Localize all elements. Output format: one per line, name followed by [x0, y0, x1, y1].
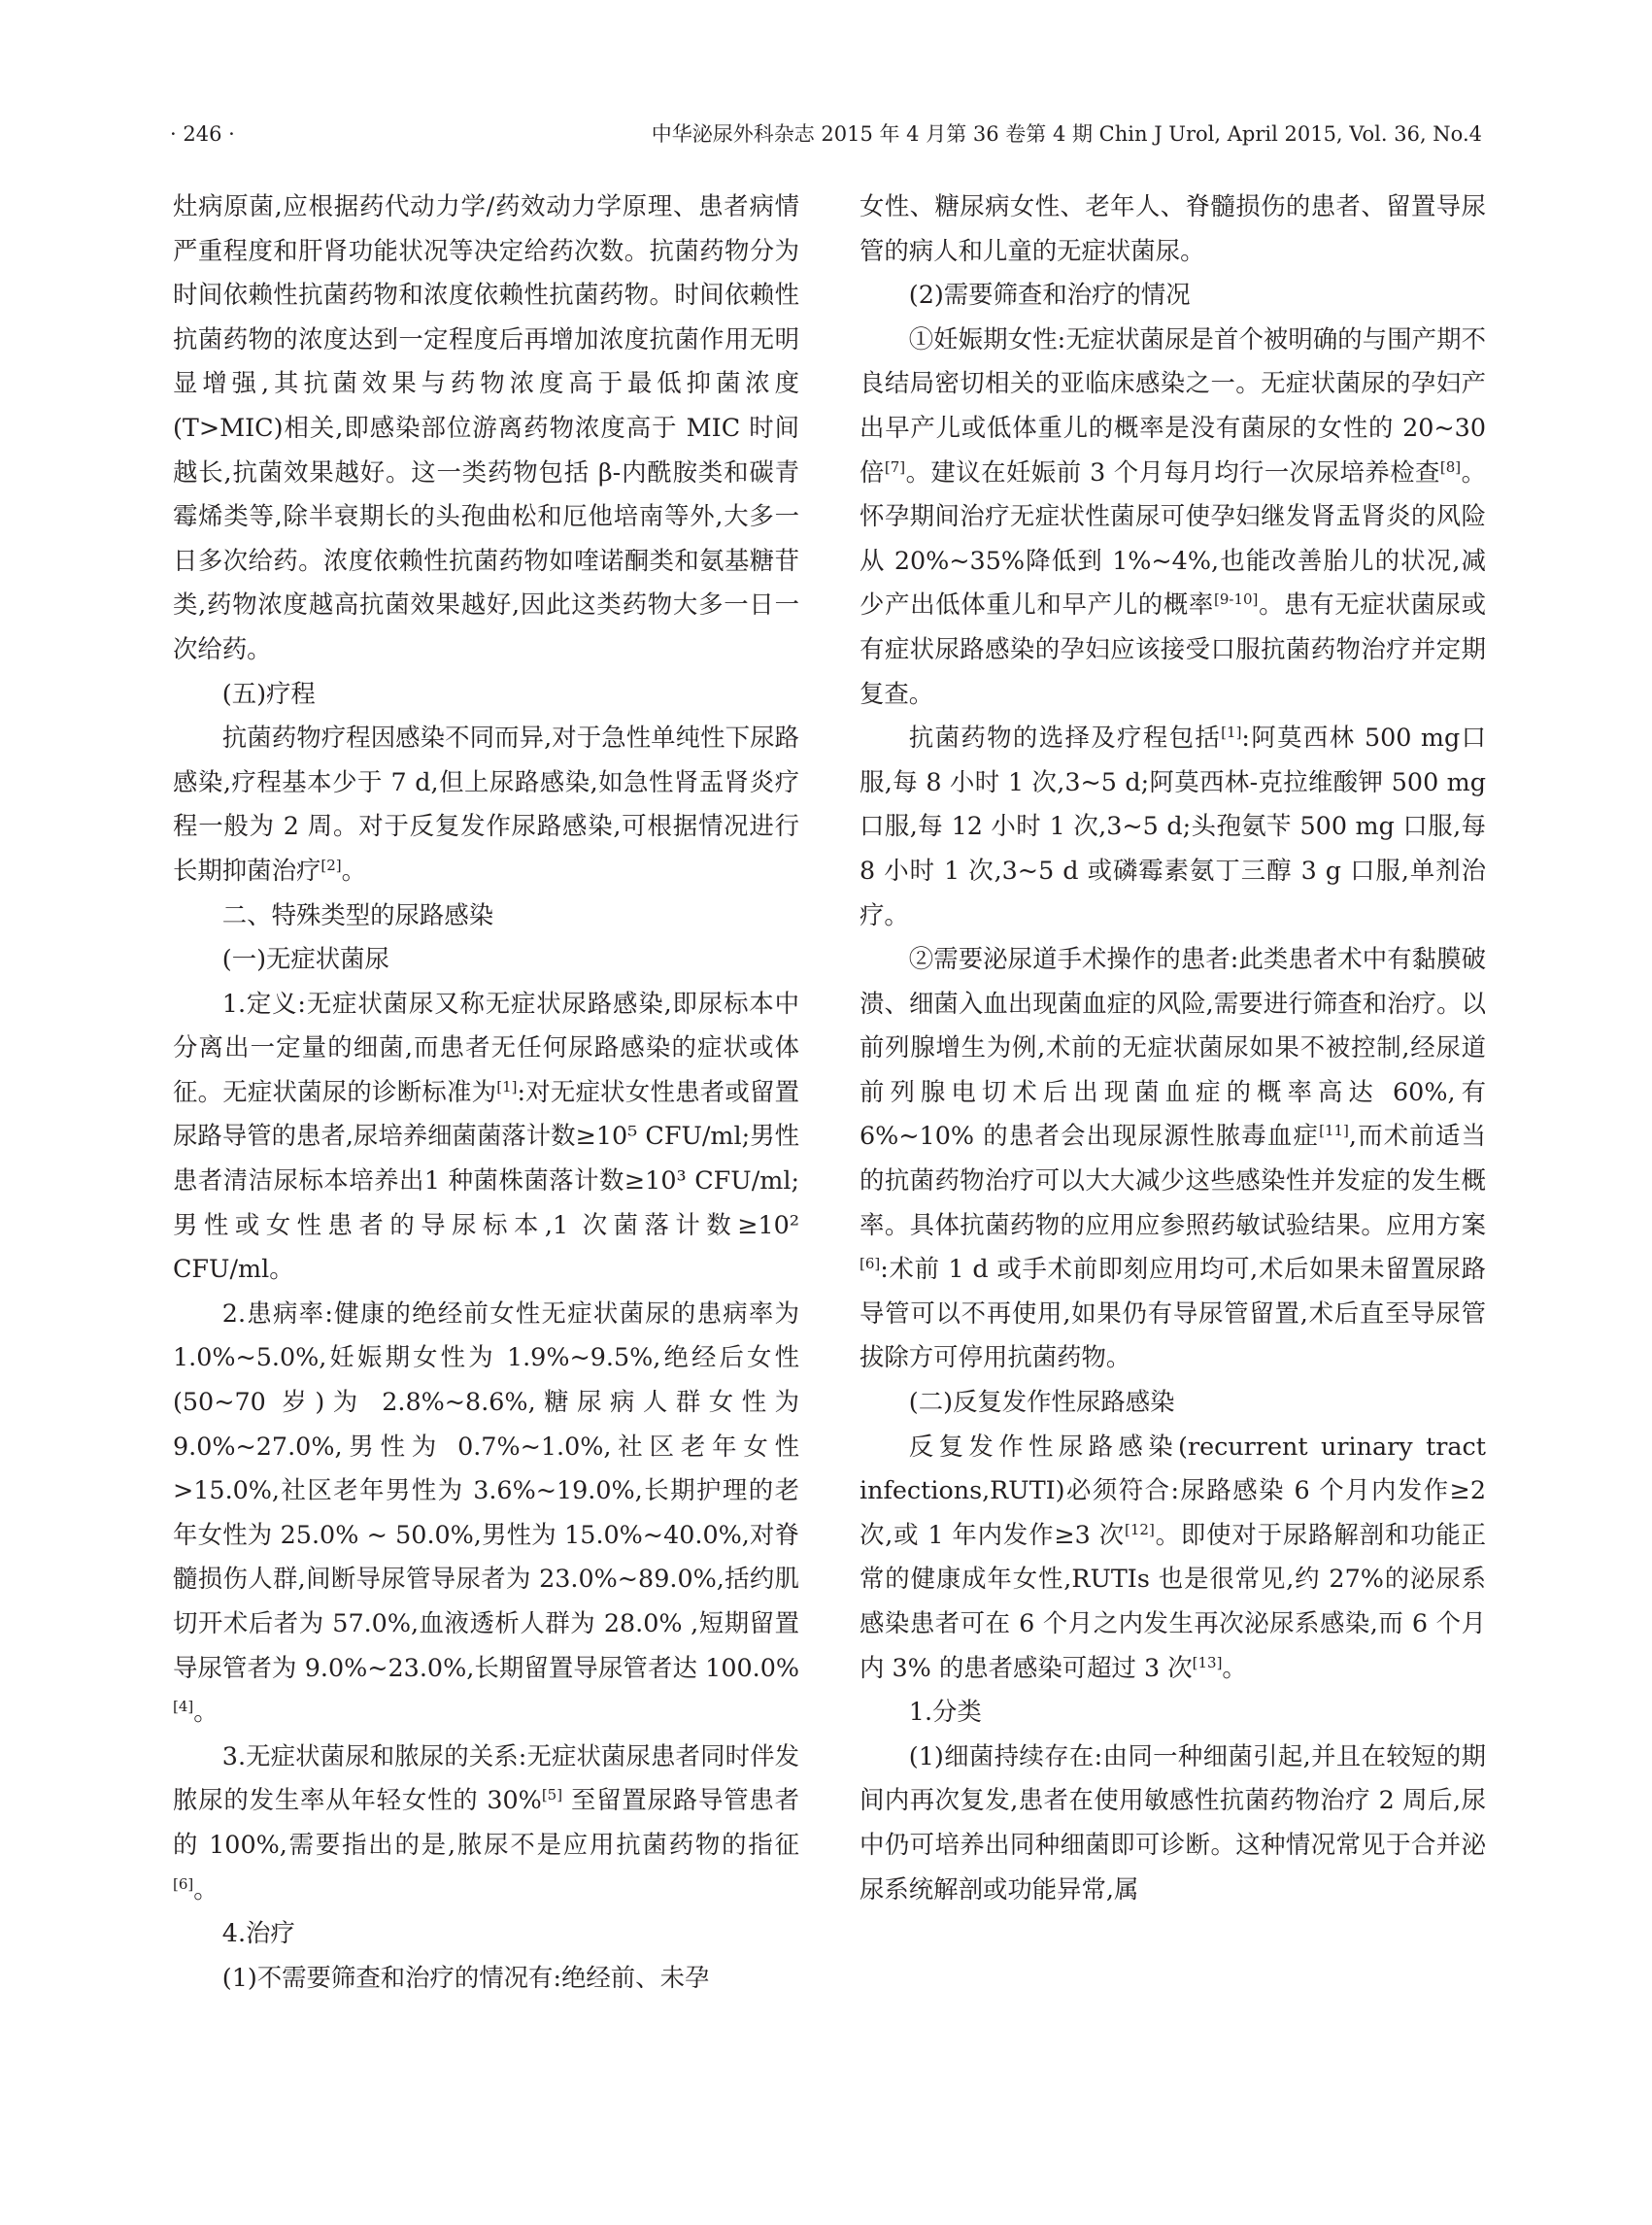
citation: [11]: [1319, 1122, 1349, 1140]
citation: [1]: [496, 1077, 518, 1096]
citation: [2]: [320, 856, 342, 874]
paragraph: 二、特殊类型的尿路感染: [221, 899, 494, 929]
paragraph: (1)不需要筛查和治疗的情况有:绝经前、未孕: [221, 1962, 710, 1992]
citation: [6]: [860, 1255, 881, 1273]
citation: [4]: [173, 1698, 194, 1716]
paragraph: ①妊娠期女性:无症状菌尿是首个被明确的与围产期不良结局密切相关的亚临床感染之一。无症状菌尿的孕妇产出早产儿或低体重儿的概率是没有菌尿的女性的 20~30 倍[7]。建议在妊娠前 3 个月每月均行一次尿培养检查[8]。怀孕期间治疗无症状性菌尿可使孕妇继发肾盂肾炎的风险从 20%~35%降低到 1%~4%,也能改善胎儿的状况,减少产出低体重儿和早产儿的概率[9-10]。患有无症状菌尿或有症状尿路感染的孕妇应该接受口服抗菌药物治疗并定期复查。: [860, 323, 1487, 708]
citation: [1]: [1221, 724, 1242, 742]
paragraph: ②需要泌尿道手术操作的患者:此类患者术中有黏膜破溃、细菌入血出现菌血症的风险,需要进行筛查和治疗。以前列腺增生为例,术前的无症状菌尿如果不被控制,经尿道前列腺电切术后出现菌血症的概率高达 60%,有 6%~10% 的患者会出现尿源性脓毒血症[11],而术前适当的抗菌药物治疗可以大大减少这些感染性并发症的发生概率。具体抗菌药物的应用应参照药敏试验结果。应用方案[6]:术前 1 d 或手术前即刻应用均可,术后如果未留置尿路导管可以不再使用,如果仍有导尿管留置,术后直至导尿管拔除方可停用抗菌药物。: [860, 944, 1486, 1372]
paragraph: 反复发作性尿路感染(recurrent urinary tract infections,RUTI)必须符合:尿路感染 6 个月内发作≥2 次,或 1 年内发作≥3 次[12]。即使对于尿路解剖和功能正常的健康成年女性,RUTIs 也是很常见,约 27%的泌尿系感染患者可在 6 个月之内发生再次泌尿系感染,而 6 个月内 3% 的患者感染可超过 3 次[13]。: [860, 1431, 1487, 1682]
citation: [7]: [884, 457, 906, 476]
paragraph: (一)无症状菌尿: [221, 944, 389, 974]
paragraph: (1)细菌持续存在:由同一种细菌引起,并且在较短的期间内再次复发,患者在使用敏感性抗菌药物治疗 2 周后,尿中仍可培养出同种细菌即可诊断。这种情况常见于合并泌尿系统解剖或功能异常,属: [860, 1740, 1486, 1904]
citation: [12]: [1125, 1520, 1155, 1538]
paragraph: 4.治疗: [221, 1918, 295, 1948]
paragraph: (二)反复发作性尿路感染: [908, 1387, 1175, 1417]
paragraph: (2)需要筛查和治疗的情况: [908, 280, 1191, 310]
page-number: · 246 ·: [170, 122, 235, 146]
citation: [5]: [541, 1786, 563, 1804]
citation: [6]: [173, 1874, 194, 1893]
page-header: [170, 115, 1482, 153]
paragraph: 2.患病率:健康的绝经前女性无症状菌尿的患病率为1.0%~5.0%,妊娠期女性为 1.9%~9.5%,绝经后女性(50~70 岁)为 2.8%~8.6%,糖尿病人群女性为 9.0%~27.0%,男性为 0.7%~1.0%,社区老年女性>15.0%,社区老年男性为 3.6%~19.0%,长期护理的老年女性为 25.0% ~ 50.0%,男性为 15.0%~40.0%,对脊髓损伤人群,间断导尿管导尿者为 23.0%~89.0%,括约肌切开术后者为 57.0%,血液透析人群为 28.0% ,短期留置导尿管者为 9.0%~23.0%,长期留置导尿管者达 100.0%[4]。: [173, 1298, 799, 1727]
paragraph: 1.定义:无症状菌尿又称无症状尿路感染,即尿标本中分离出一定量的细菌,而患者无任何尿路感染的症状或体征。无症状菌尿的诊断标准为[1]:对无症状女性患者或留置尿路导管的患者,尿培养细菌菌落计数≥10⁵ CFU/ml;男性患者清洁尿标本培养出1 种菌株菌落计数≥10³ CFU/ml;男性或女性患者的导尿标本,1 次菌落计数≥10² CFU/ml。: [173, 988, 799, 1284]
paragraph: 灶病原菌,应根据药代动力学/药效动力学原理、患者病情严重程度和肝肾功能状况等决定给药次数。抗菌药物分为时间依赖性抗菌药物和浓度依赖性抗菌药物。时间依赖性抗菌药物的浓度达到一定程度后再增加浓度抗菌作用无明显增强,其抗菌效果与药物浓度高于最低抑菌浓度(T>MIC)相关,即感染部位游离药物浓度高于 MIC 时间越长,抗菌效果越好。这一类药物包括 β-内酰胺类和碳青霉烯类等,除半衰期长的头孢曲松和厄他培南等外,大多一日多次给药。浓度依赖性抗菌药物如喹诺酮类和氨基糖苷类,药物浓度越高抗菌效果越好,因此这类药物大多一日一次给药。: [173, 191, 799, 663]
right-column: [860, 185, 1486, 1911]
paragraph: 抗菌药物的选择及疗程包括[1]:阿莫西林 500 mg口服,每 8 小时 1 次,3~5 d;阿莫西林-克拉维酸钾 500 mg 口服,每 12 小时 1 次,3~5 d;头孢氨苄 500 mg 口服,每 8 小时 1 次,3~5 d 或磷霉素氨丁三醇 3 g 口服,单剂治疗。: [860, 723, 1486, 929]
paragraph: 3.无症状菌尿和脓尿的关系:无症状菌尿患者同时伴发脓尿的发生率从年轻女性的 30%[5] 至留置尿路导管患者的 100%,需要指出的是,脓尿不是应用抗菌药物的指征[6]。: [173, 1740, 799, 1904]
citation: [9-10]: [1213, 590, 1259, 609]
paragraph: 1.分类: [908, 1697, 982, 1727]
citation: [8]: [1439, 457, 1462, 476]
journal-info: 中华泌尿外科杂志 2015 年 4 月第 36 卷第 4 期 Chin J Urol, April 2015, Vol. 36, No.4: [651, 122, 1482, 146]
paragraph: 抗菌药物疗程因感染不同而异,对于急性单纯性下尿路感染,疗程基本少于 7 d,但上尿路感染,如急性肾盂肾炎疗程一般为 2 周。对于反复发作尿路感染,可根据情况进行长期抑菌治疗[2]。: [173, 723, 799, 885]
paragraph: 女性、糖尿病女性、老年人、脊髓损伤的患者、留置导尿管的病人和儿童的无症状菌尿。: [860, 191, 1486, 265]
paragraph: (五)疗程: [221, 678, 316, 708]
citation: [13]: [1192, 1653, 1223, 1671]
left-column: [173, 185, 799, 2000]
